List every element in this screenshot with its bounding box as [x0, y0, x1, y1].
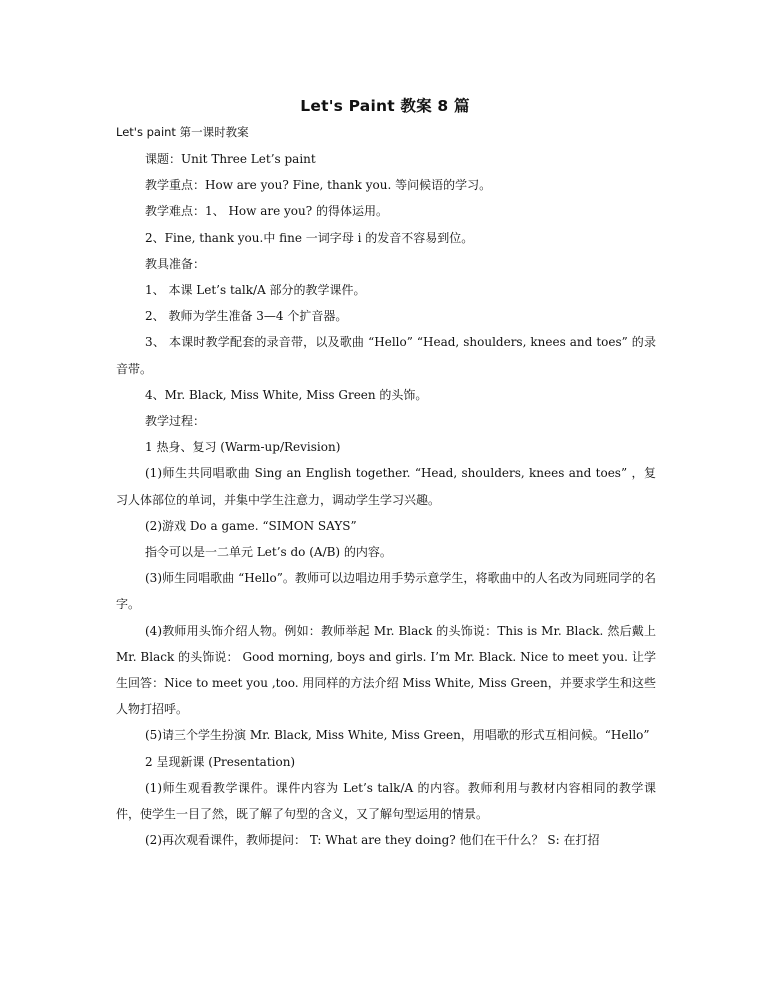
paragraph: 2 呈现新课 (Presentation)	[145, 754, 296, 769]
paragraph: (5)请三个学生扮演 Mr. Black, Miss White, Miss Green，用唱歌的形式互相问候。“Hello”	[145, 728, 650, 743]
paragraph: 3、 本课时教学配套的录音带，以及歌曲 “Hello” “Head, shoulders, knees and toes” 的录音带。	[116, 335, 656, 376]
document-body	[116, 146, 656, 853]
paragraph: (2)再次观看课件，教师提问： T: What are they doing? 他们在干什么？ S: 在打招	[145, 833, 600, 848]
paragraph: (4)教师用头饰介绍人物。例如：教师举起 Mr. Black 的头饰说：This is Mr. Black. 然后戴上 Mr. Black 的头饰说： Good morning, boys and girls. I’m Mr. Black. Nice to meet you. 让学生回答：Nice to meet you ,too. 用同样的方法介绍 Miss White, Miss Green，并要求学生和这些人物打招呼。	[116, 623, 656, 717]
paragraph: 2、 教师为学生准备 3—4 个扩音器。	[145, 309, 348, 324]
paragraph: 1 热身、复习 (Warm-up/Revision)	[145, 440, 341, 455]
paragraph: 4、Mr. Black, Miss White, Miss Green 的头饰。	[145, 387, 428, 402]
paragraph: 1、 本课 Let’s talk/A 部分的教学课件。	[145, 283, 366, 298]
paragraph: (1)师生观看教学课件。课件内容为 Let’s talk/A 的内容。教师利用与教材内容相同的教学课件，使学生一目了然，既了解了句型的含义，又了解句型运用的情景。	[116, 780, 656, 822]
paragraph: 教具准备：	[145, 256, 206, 271]
paragraph: 教学难点：1、 How are you? 的得体运用。	[145, 204, 389, 219]
paragraph: (2)游戏 Do a game. “SIMON SAYS”	[145, 518, 357, 533]
paragraph: (1)师生共同唱歌曲 Sing an English together. “Head, shoulders, knees and toes” ，复习人体部位的单词，并集中学生注意力，调动学生学习兴趣。	[116, 466, 656, 507]
paragraph: 教学重点：How are you? Fine, thank you. 等问候语的学习。	[145, 178, 492, 193]
document-title: Let's Paint 教案 8 篇	[300, 97, 470, 115]
paragraph: 课题：Unit Three Let’s paint	[145, 152, 316, 166]
paragraph: 2、Fine, thank you.中 fine 一词字母 i 的发音不容易到位。	[145, 230, 474, 245]
paragraph: 教学过程：	[145, 414, 206, 429]
document-subtitle: Let's paint 第一课时教案	[116, 125, 249, 139]
paragraph: (3)师生同唱歌曲 “Hello”。教师可以边唱边用手势示意学生，将歌曲中的人名改为同班同学的名字。	[116, 571, 656, 612]
paragraph: 指令可以是一二单元 Let’s do (A/B) 的内容。	[145, 545, 392, 560]
